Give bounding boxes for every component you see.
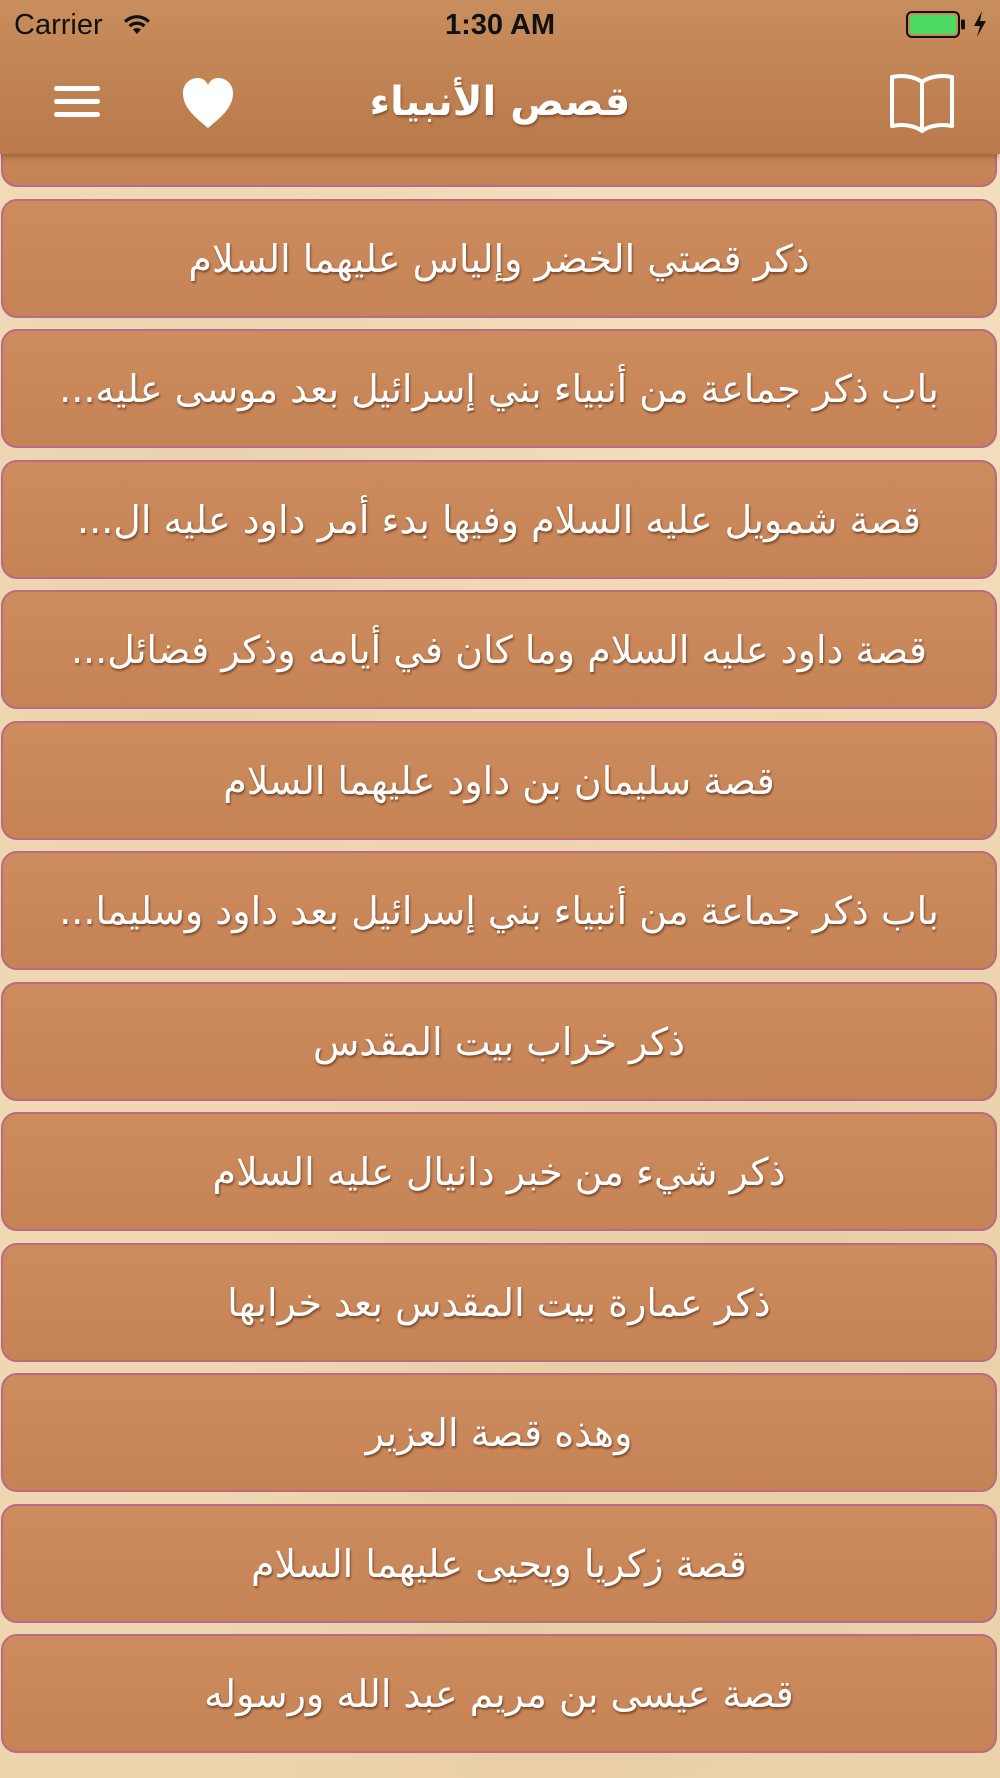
list-item[interactable] [1, 1634, 997, 1753]
list-item[interactable] [1, 1112, 997, 1231]
status-bar [0, 0, 1000, 50]
list-item[interactable] [1, 154, 997, 187]
list-item-label: ذكر خراب بيت المقدس [312, 1019, 686, 1064]
list-item-label: قصة سليمان بن داود عليهما السلام [223, 758, 775, 803]
page-title: قصص الأنبياء [369, 79, 631, 125]
list-item[interactable] [1, 199, 997, 318]
app-header [0, 0, 1000, 154]
list-item[interactable] [1, 329, 997, 448]
favorites-button[interactable] [172, 68, 244, 134]
list-item-label: قصة زكريا ويحيى عليهما السلام [251, 1541, 747, 1586]
list-item-label: ذكر شيء من خبر دانيال عليه السلام [212, 1149, 786, 1194]
status-time: 1:30 AM [444, 9, 556, 41]
list-item[interactable] [1, 1373, 997, 1492]
menu-button[interactable] [40, 70, 112, 132]
book-icon [884, 66, 960, 136]
charging-icon [972, 10, 988, 38]
chapter-list[interactable] [0, 154, 1000, 1778]
list-item-label: ذكر عمارة بيت المقدس بعد خرابها [227, 1280, 771, 1325]
list-item[interactable] [1, 590, 997, 709]
heart-icon [172, 68, 244, 134]
list-item-label: باب ذكر جماعة من أنبياء بني إسرائيل بعد داود وسليما... [59, 888, 939, 933]
list-item-label: باب ذكر جماعة من أنبياء بني إسرائيل بعد موسى عليه... [59, 366, 939, 411]
menu-icon [40, 70, 112, 132]
carrier-label: Carrier [14, 9, 103, 41]
list-item-label: قصة شمويل عليه السلام وفيها بدء أمر داود عليه ال... [77, 497, 921, 542]
list-item[interactable] [1, 1243, 997, 1362]
list-item-label: وهذه قصة العزير [365, 1410, 633, 1455]
list-item[interactable] [1, 721, 997, 840]
list-item-label: قصة داود عليه السلام وما كان في أيامه وذكر فضائل... [70, 627, 928, 672]
list-item-label: ذكر قصتي الخضر وإلياس عليهما السلام [188, 236, 810, 281]
list-item[interactable] [1, 851, 997, 970]
list-item[interactable] [1, 1504, 997, 1623]
list-item[interactable] [1, 982, 997, 1101]
book-button[interactable] [884, 66, 960, 136]
list-item[interactable] [1, 460, 997, 579]
nav-bar [0, 50, 1000, 154]
list-item-label: قصة عيسى بن مريم عبد الله ورسوله [204, 1671, 794, 1716]
battery-icon [906, 11, 966, 38]
